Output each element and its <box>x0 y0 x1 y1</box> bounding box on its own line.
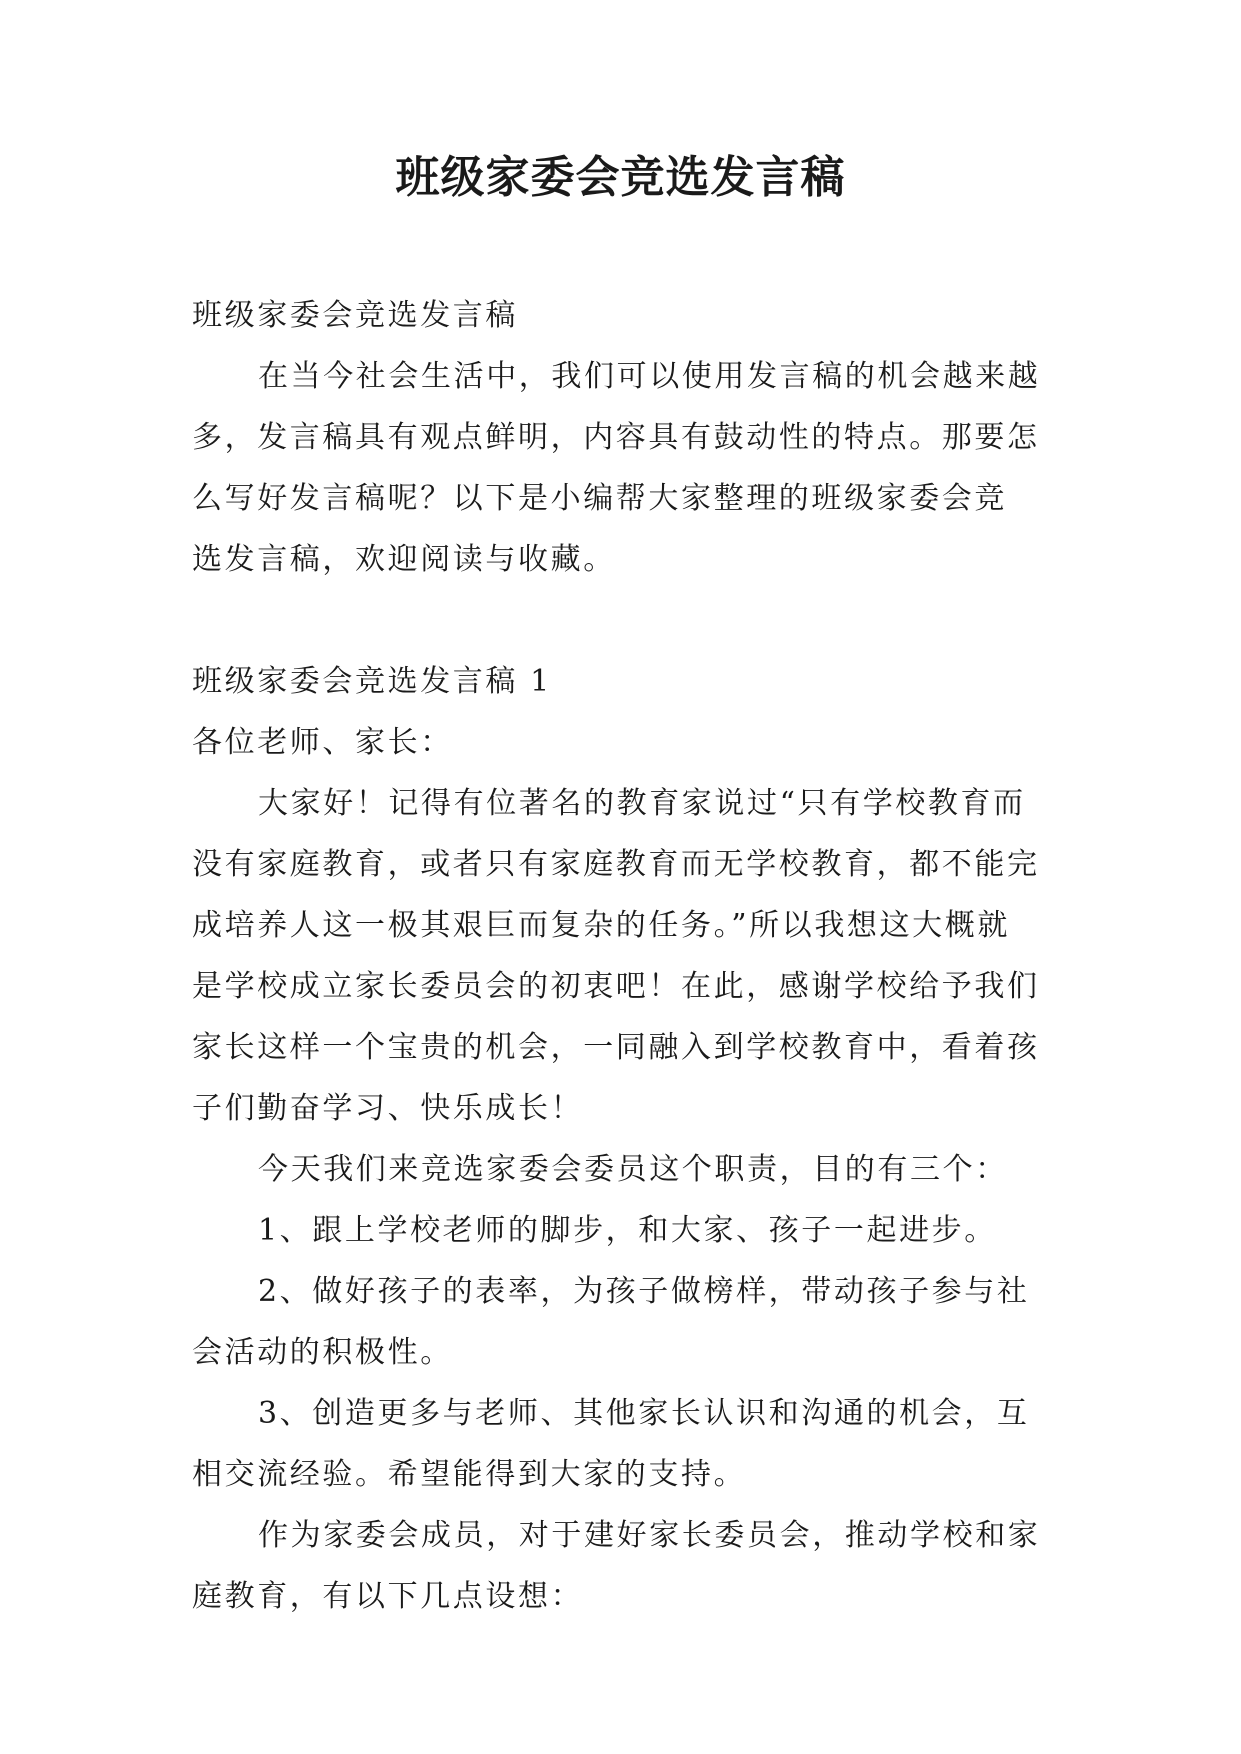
speech-line: 是学校成立家长委员会的初衷吧！在此，感谢学校给予我们 <box>192 969 1040 1004</box>
speech-line: 成培养人这一极其艰巨而复杂的任务。”所以我想这大概就 <box>192 908 1010 943</box>
document-body <box>192 285 1060 1627</box>
list-item-3: 3、创造更多与老师、其他家长认识和沟通的机会，互 <box>258 1396 1030 1431</box>
speech-line: 作为家委会成员，对于建好家长委员会，推动学校和家 <box>258 1518 1041 1553</box>
speech-line: 庭教育，有以下几点设想： <box>192 1579 584 1614</box>
document-title: 班级家委会竞选发言稿 <box>395 152 846 203</box>
speech-line: 今天我们来竞选家委会委员这个职责，目的有三个： <box>258 1152 1008 1187</box>
salutation: 各位老师、家长： <box>192 725 453 760</box>
list-item-2: 2、做好孩子的表率，为孩子做榜样，带动孩子参与社 <box>258 1274 1030 1309</box>
speech-line: 大家好！记得有位著名的教育家说过“只有学校教育而 <box>258 786 1026 821</box>
intro-line: 选发言稿，欢迎阅读与收藏。 <box>192 542 616 577</box>
intro-line: 多，发言稿具有观点鲜明，内容具有鼓动性的特点。那要怎 <box>192 420 1040 455</box>
intro-line: 在当今社会生活中，我们可以使用发言稿的机会越来越 <box>258 359 1041 394</box>
speech-line: 子们勤奋学习、快乐成长！ <box>192 1091 584 1126</box>
section-heading: 班级家委会竞选发言稿 1 <box>192 664 552 699</box>
speech-line: 家长这样一个宝贵的机会，一同融入到学校教育中，看着孩 <box>192 1030 1040 1065</box>
list-item-2-cont: 会活动的积极性。 <box>192 1335 453 1370</box>
paragraph-spacer <box>192 590 1060 651</box>
subtitle: 班级家委会竞选发言稿 <box>192 298 518 333</box>
intro-line: 么写好发言稿呢？以下是小编帮大家整理的班级家委会竞 <box>192 481 1007 516</box>
list-item-1: 1、跟上学校老师的脚步，和大家、孩子一起进步。 <box>258 1213 997 1248</box>
list-item-3-cont: 相交流经验。希望能得到大家的支持。 <box>192 1457 747 1492</box>
speech-line: 没有家庭教育，或者只有家庭教育而无学校教育，都不能完 <box>192 847 1040 882</box>
